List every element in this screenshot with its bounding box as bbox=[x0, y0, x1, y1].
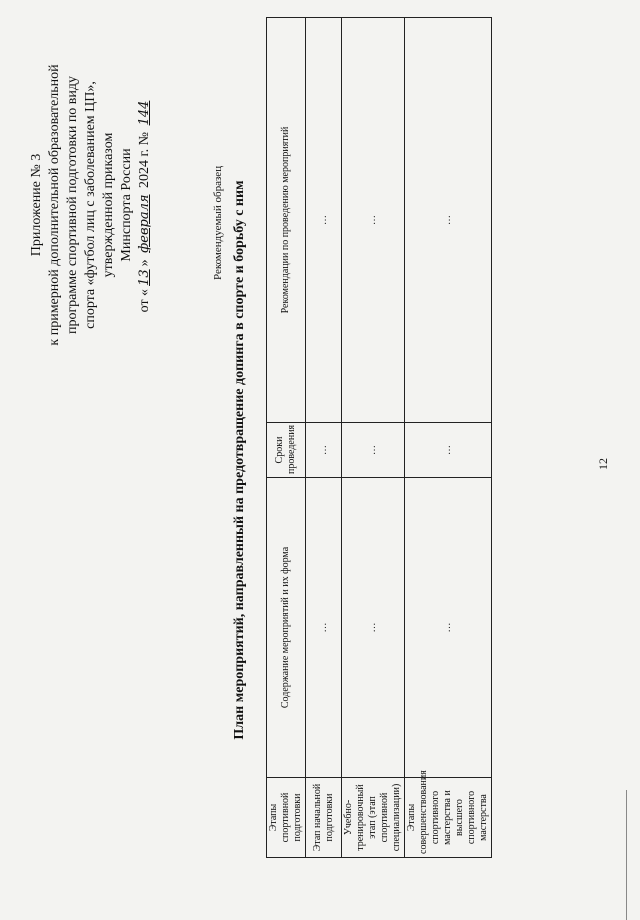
column-header: Рекомендации по проведению мероприятий bbox=[267, 18, 306, 423]
document-title: План мероприятий, направленный на предотвращение допинга в спорте и борьбу с ним bbox=[232, 180, 247, 740]
table-cell: … bbox=[306, 478, 342, 778]
handwritten-month: февраля bbox=[137, 194, 152, 253]
table-cell: … bbox=[306, 423, 342, 478]
table-cell: … bbox=[405, 423, 492, 478]
table-header-row bbox=[267, 18, 306, 858]
recommended-sample-label: Рекомендуемый образец bbox=[212, 165, 224, 280]
table-cell: Этап начальной подготовки bbox=[306, 778, 342, 858]
table-cell: … bbox=[405, 18, 492, 423]
handwritten-day: 13 bbox=[137, 269, 152, 286]
scan-edge-line bbox=[626, 790, 627, 920]
page-number: 12 bbox=[596, 458, 610, 470]
date-year: 2024 г. № bbox=[137, 131, 152, 188]
table-cell: … bbox=[342, 423, 405, 478]
handwritten-order-number: 144 bbox=[137, 100, 152, 126]
column-header: Содержание мероприятий и их форма bbox=[267, 478, 306, 778]
appendix-line: программе спортивной подготовки по виду bbox=[65, 75, 80, 335]
table-row bbox=[405, 18, 492, 858]
table-cell: Этапы совершенствования спортивного мастерства и высшего спортивного мастерства bbox=[405, 778, 492, 858]
column-header: Этапы спортивной подготовки bbox=[267, 778, 306, 858]
table-cell: Учебно-тренировочный этап (этап спортивной специализации) bbox=[342, 778, 405, 858]
date-mid: » bbox=[137, 259, 152, 267]
appendix-line: Приложение № 3 bbox=[29, 153, 44, 257]
date-prefix: от « bbox=[137, 288, 152, 313]
table-row bbox=[342, 18, 405, 858]
table-cell: … bbox=[342, 18, 405, 423]
table-cell: … bbox=[306, 18, 342, 423]
table-cell: … bbox=[405, 478, 492, 778]
appendix-line: к примерной дополнительной образовательной bbox=[47, 64, 62, 346]
appendix-line: утвержденной приказом bbox=[101, 132, 116, 278]
table-cell: … bbox=[342, 478, 405, 778]
column-header: Сроки проведения bbox=[267, 423, 306, 478]
appendix-block bbox=[28, 10, 154, 400]
table-row bbox=[306, 18, 342, 858]
appendix-line: Минспорта России bbox=[119, 148, 134, 262]
activities-table bbox=[266, 17, 492, 858]
appendix-line: спорта «футбол лиц с заболеванием ЦП», bbox=[83, 81, 98, 329]
order-date-line bbox=[136, 10, 154, 400]
